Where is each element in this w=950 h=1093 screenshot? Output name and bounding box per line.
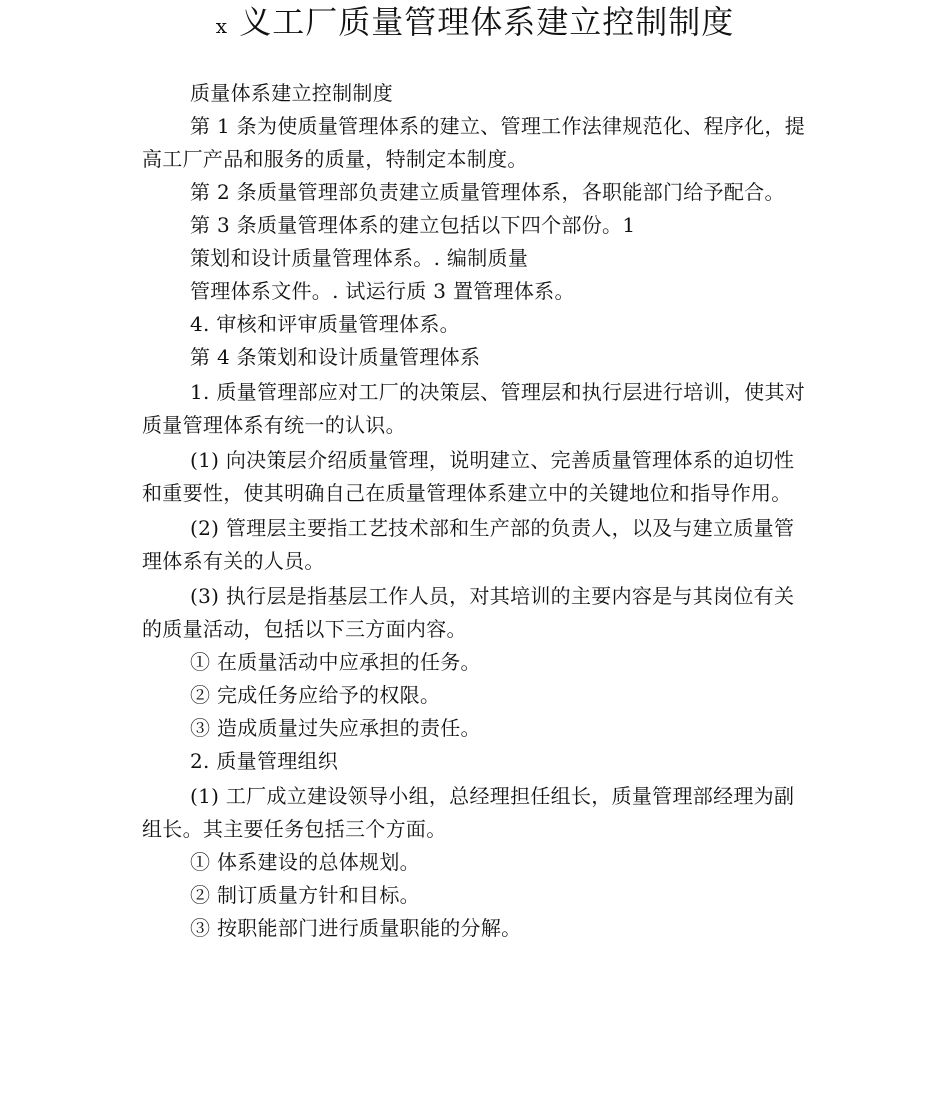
- paragraph-management-layer: (2) 管理层主要指工艺技术部和生产部的负责人，以及与建立质量管理体系有关的人员。: [142, 516, 795, 573]
- list-item: ③ 造成质量过失应承担的责任。: [190, 716, 481, 740]
- list-item: ② 完成任务应给予的权限。: [190, 683, 441, 707]
- paragraph-item: 管理体系文件。. 试运行质 3 置管理体系。: [190, 279, 575, 303]
- title-text: 义工厂质量管理体系建立控制制度: [239, 3, 735, 41]
- list-item: ① 在质量活动中应承担的任务。: [190, 650, 481, 674]
- paragraph-item: 4. 审核和评审质量管理体系。: [190, 312, 460, 336]
- paragraph-leading-group: (1) 工厂成立建设领导小组，总经理担任组长，质量管理部经理为副组长。其主要任务包括三个方面。: [142, 784, 795, 841]
- title-prefix: x: [215, 14, 229, 38]
- paragraph-article-2: 第 2 条质量管理部负责建立质量管理体系，各职能部门给予配合。: [190, 180, 785, 204]
- list-item: ① 体系建设的总体规划。: [190, 850, 420, 874]
- list-item: ③ 按职能部门进行质量职能的分解。: [190, 916, 522, 940]
- paragraph-article-4: 第 4 条策划和设计质量管理体系: [190, 345, 481, 369]
- document-body: [142, 77, 808, 945]
- paragraph-organization: 2. 质量管理组织: [190, 749, 339, 773]
- list-item: ② 制订质量方针和目标。: [190, 883, 420, 907]
- section-heading: 质量体系建立控制制度: [190, 81, 393, 105]
- document-title: [0, 0, 950, 48]
- paragraph-decision-layer: (1) 向决策层介绍质量管理，说明建立、完善质量管理体系的迫切性和重要性，使其明确自己在质量管理体系建立中的关键地位和指导作用。: [142, 448, 795, 505]
- paragraph-article-1: 第 1 条为使质量管理体系的建立、管理工作法律规范化、程序化，提高工厂产品和服务的质量，特制定本制度。: [142, 114, 806, 171]
- paragraph-item: 策划和设计质量管理体系。. 编制质量: [190, 246, 529, 270]
- paragraph-article-3: 第 3 条质量管理体系的建立包括以下四个部份。1: [190, 213, 636, 237]
- paragraph-execution-layer: (3) 执行层是指基层工作人员，对其培训的主要内容是与其岗位有关的质量活动，包括以下三方面内容。: [142, 584, 795, 641]
- paragraph-training: 1. 质量管理部应对工厂的决策层、管理层和执行层进行培训，使其对质量管理体系有统一的认识。: [142, 380, 806, 437]
